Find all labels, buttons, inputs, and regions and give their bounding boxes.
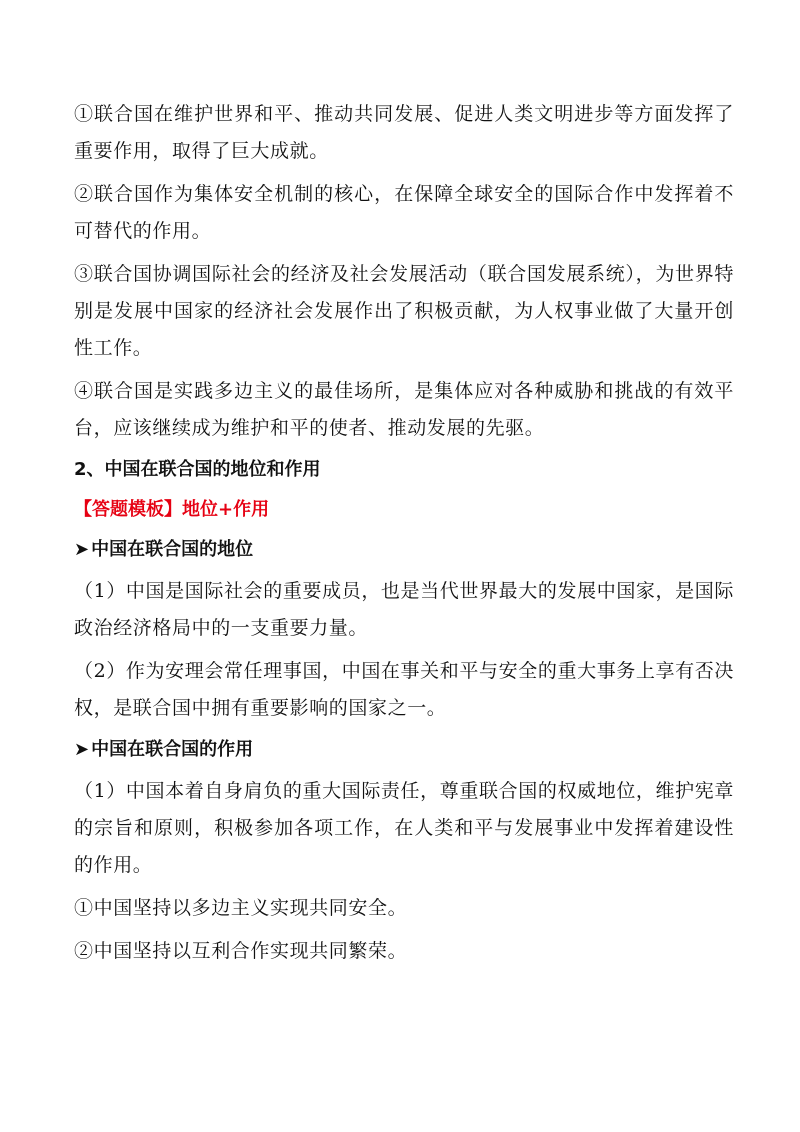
un-role-item-1: ①联合国在维护世界和平、推动共同发展、促进人类文明进步等方面发挥了重要作用，取得了巨大成就。 [74,103,734,162]
china-role-item-3: ②中国坚持以互利合作实现共同繁荣。 [74,940,408,962]
un-role-item-4: ④联合国是实践多边主义的最佳场所，是集体应对各种威胁和挑战的有效平台，应该继续成为维护和平的使者、推动发展的先驱。 [74,380,734,439]
china-status-heading-label: 中国在联合国的地位 [91,539,254,560]
arrow-bullet-icon: ➤ [74,539,90,560]
china-status-heading [74,533,734,567]
china-role-item-2: ①中国坚持以多边主义实现共同安全。 [74,897,408,919]
china-status-item-1: （1）中国是国际社会的重要成员，也是当代世界最大的发展中国家，是国际政治经济格局中的一支重要力量。 [74,580,734,639]
answer-template-heading: 【答题模板】地位+作用 [74,499,270,520]
china-status-item-2: （2）作为安理会常任理事国，中国在事关和平与安全的重大事务上享有否决权，是联合国中拥有重要影响的国家之一。 [74,660,734,719]
china-role-heading-label: 中国在联合国的作用 [91,739,254,760]
china-role-item-1: （1）中国本着自身肩负的重大国际责任，尊重联合国的权威地位，维护宪章的宗旨和原则，积极参加各项工作，在人类和平与发展事业中发挥着建设性的作用。 [74,780,734,876]
arrow-bullet-icon: ➤ [74,739,90,760]
china-role-heading [74,733,734,767]
section-heading: 2、中国在联合国的地位和作用 [74,459,321,480]
un-role-item-2: ②联合国作为集体安全机制的核心，在保障全球安全的国际合作中发挥着不可替代的作用。 [74,183,734,242]
document-page [74,96,734,976]
un-role-item-3: ③联合国协调国际社会的经济及社会发展活动（联合国发展系统），为世界特别是发展中国家的经济社会发展作出了积极贡献，为人权事业做了大量开创性工作。 [74,263,734,359]
